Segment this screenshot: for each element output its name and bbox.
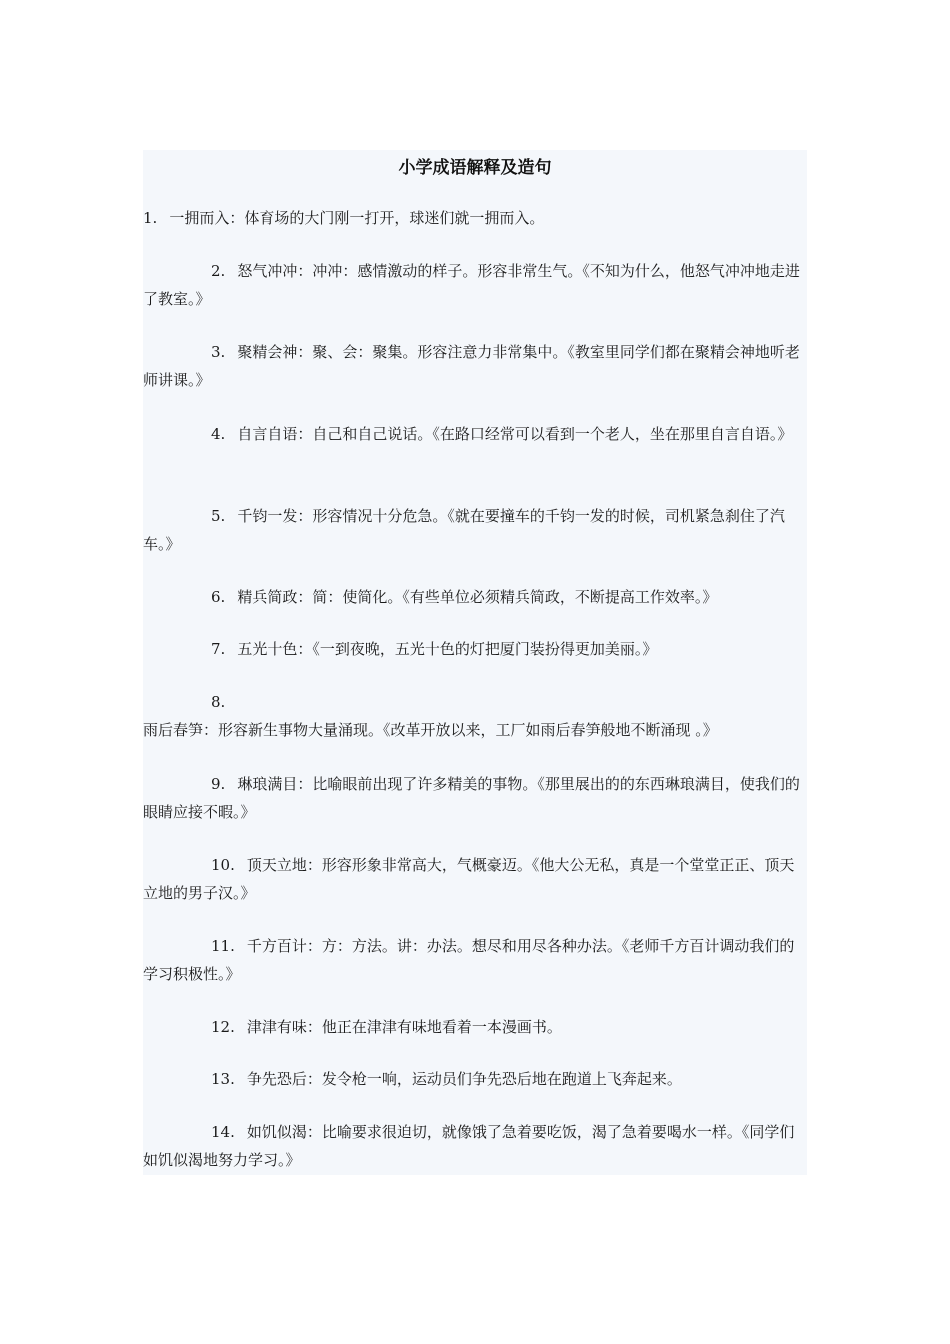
idiom-entry-7: [143, 635, 807, 663]
entry-text: 如饥似渴：比喻要求很迫切，就像饿了急着要吃饭，渴了急着要喝水一样。《同学们如饥似渴地努力学习。》: [143, 1123, 795, 1169]
idiom-entry-14: [143, 1118, 807, 1174]
entry-text: 精兵简政：简：使简化。《有些单位必须精兵简政，不断提高工作效率。》: [237, 588, 718, 606]
entry-text: 争先恐后：发令枪一响，运动员们争先恐后地在跑道上飞奔起来。: [246, 1070, 682, 1088]
entry-text: 一拥而入：体育场的大门刚一打开，球迷们就一拥而入。: [169, 209, 545, 227]
idiom-entry-12: [143, 1013, 807, 1041]
idiom-entry-8: [143, 688, 807, 744]
document-content-area: [143, 150, 807, 1175]
entry-text: 千钧一发：形容情况十分危急。《就在要撞车的千钧一发的时候，司机紧急刹住了汽车。》: [143, 507, 785, 553]
entry-number: 14.: [211, 1123, 235, 1141]
entry-number: 11.: [211, 937, 235, 955]
entry-text: 怒气冲冲：冲冲：感情激动的样子。形容非常生气。《不知为什么，他怒气冲冲地走进了教室。》: [143, 262, 800, 308]
entry-text: 聚精会神：聚、会：聚集。形容注意力非常集中。《教室里同学们都在聚精会神地听老师讲课。》: [143, 343, 800, 389]
entry-text: 顶天立地：形容形象非常高大，气概豪迈。《他大公无私，真是一个堂堂正正、顶天立地的男子汉。》: [143, 856, 795, 902]
idiom-entry-13: [143, 1065, 807, 1093]
entry-text: 自言自语：自己和自己说话。《在路口经常可以看到一个老人，坐在那里自言自语。》: [237, 425, 793, 443]
entry-text: 雨后春笋：形容新生事物大量涌现。《改革开放以来，工厂如雨后春笋般地不断涌现 。》: [143, 721, 718, 739]
entry-number: 1.: [143, 209, 158, 227]
entry-number: 10.: [211, 856, 235, 874]
idiom-entry-9: [143, 770, 807, 826]
entry-text: 津津有味：他正在津津有味地看着一本漫画书。: [246, 1018, 562, 1036]
idiom-entry-5: [143, 502, 807, 558]
entry-text: 五光十色：《一到夜晚，五光十色的灯把厦门装扮得更加美丽。》: [237, 640, 658, 658]
idiom-entry-1: [143, 204, 807, 232]
entry-text: 千方百计：方：方法。讲：办法。想尽和用尽各种办法。《老师千方百计调动我们的学习积极性。》: [143, 937, 795, 983]
entry-number: 9.: [211, 775, 226, 793]
idiom-entry-2: [143, 257, 807, 313]
idiom-entry-3: [143, 338, 807, 394]
document-title: 小学成语解释及造句: [398, 158, 552, 178]
entry-number: 7.: [211, 640, 226, 658]
entry-number: 6.: [211, 588, 226, 606]
entry-text: 琳琅满目：比喻眼前出现了许多精美的事物。《那里展出的的东西琳琅满目，使我们的眼睛应接不暇。》: [143, 775, 800, 821]
idiom-entry-4: [143, 420, 807, 448]
entry-number: 8.: [211, 693, 226, 711]
entry-number: 3.: [211, 343, 226, 361]
idiom-entry-11: [143, 932, 807, 988]
entry-number: 5.: [211, 507, 226, 525]
entry-number: 4.: [211, 425, 226, 443]
entry-number: 2.: [211, 262, 226, 280]
idiom-entry-6: [143, 583, 807, 611]
entry-number: 12.: [211, 1018, 235, 1036]
idiom-entry-10: [143, 851, 807, 907]
entry-number: 13.: [211, 1070, 235, 1088]
